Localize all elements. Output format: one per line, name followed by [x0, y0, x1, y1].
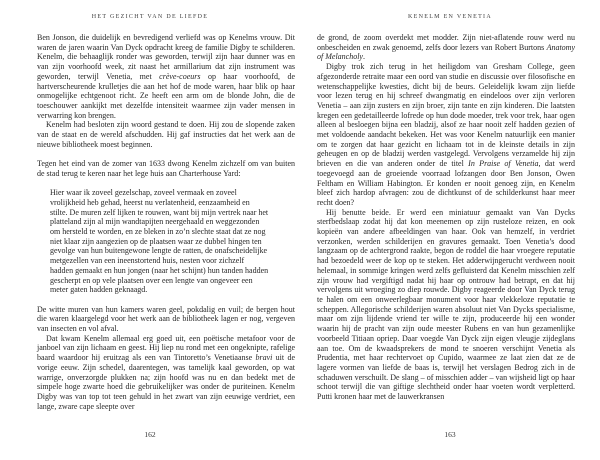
paragraph: [37, 33, 295, 120]
paragraph: [37, 120, 295, 149]
text-run: Kenelm had besloten zijn woord gestand te doen. Hij zou de slopende zaken van de staat en de wereld afschudden. Hij gaf instructies dat het werk aan de nieuwe bibliotheek moest beginnen.: [37, 120, 295, 149]
italic-text-run: In Praise of Venetia: [468, 159, 539, 169]
text-run: Hier waar ik zoveel gezelschap, zoveel vermaak en zoveel vrolijkheid heb gehad, heerst nu verlatenheid, eenzaamheid en stilte. De muren zelf lijken te rouwen, want bij mijn vertrek naar het platteland zijn al mijn wandtapijten neergehaald en weggezonden om hersteld te worden, en ze bleken in zo’n slechte staat dat ze nog niet klaar zijn aangezien op de plaatsen waar ze dubbel hingen ten gevolge van hun buitengewone lengte de ratten, de onafscheidelijke metgezellen van een ineenstortend huis, nesten voor zichzelf hadden gemaakt en hun jongen (naar het schijnt) hun tanden hadden gescherpt en op vele plaatsen over een lengte van ongeveer een meter gaten hadden geknaagd.: [50, 188, 269, 295]
paragraph: [317, 62, 575, 208]
paragraph: [37, 159, 295, 178]
text-run: de grond, de zoom overdekt met modder. Zijn niet-aflatende rouw werd nu onbescheiden en zwak genoemd, zelfs door lezers van Robert Burtons: [317, 33, 575, 52]
right-page-body: [317, 33, 575, 402]
text-run: Dat kwam Kenelm allemaal erg goed uit, een poëtische metafoor voor de janboel van zijn lichaam en geest. Hij liep nu rond met een ongeknipte, rafelige baard waardoor hij eruitzag als een van Tintoretto’s Venetiaanse: [37, 333, 295, 363]
text-run: Digby trok zich terug in het heiligdom van Gresham College, geen afgezonderde retraite maar een oord van studie en discussie over filosofische en wetenschappelijke kwesties, dicht bij de beurs. Geleidelijk kwam zijn liefde voor lezen terug en hij schreef dwangmatig en eindeloos over zijn verloren Venetia – aan zijn zusters en zijn broer, zijn tante en zijn kinderen. Die laatsten kregen een gedetailleerde lofrede op hun dode moeder, trek voor trek, haar ogen alleen al besloegen bijna een bladzij, alsof ze haar nooit zelf hadden gezien of met voldoende aandacht bekeken. Het was voor Kenelm natuurlijk een manier om te zorgen dat haar gezicht en lichaam tot in de kleinste details in zijn geheugen en op de bladzij werden vastgelegd. Vervolgens verzamelde hij zijn brieven en die van anderen onder de titel: [317, 62, 575, 169]
italic-text-run: crève-coeurs: [159, 71, 201, 81]
block-quote: [50, 188, 269, 295]
text-run: uit de vorige eeuw. Zijn schedel, daarentegen, was tamelijk kaal geworden, op wat warrige, onverzorgde plukken na; zijn hoofd was nu en dan bedekt met de simpele hoge zwarte hoed die gebruikelijker was onder de puriteinen. Kenelm Digby was van top tot teen gehuld in het zwart van zijn eeuwige verdriet, een lange, zware cape sleepte over: [37, 353, 295, 411]
running-header-left: HET GEZICHT VAN DE LIEFDE: [91, 14, 209, 20]
paragraph: [317, 33, 575, 62]
running-header-right: KENELM EN VENETIA: [408, 14, 492, 20]
right-page: [300, 0, 600, 460]
page-number-right: 163: [444, 430, 456, 439]
left-page-body: [37, 33, 295, 411]
text-run: , dat werd toegevoegd aan de groeiende voorraad lofzangen door Ben Jonson, Owen Feltham en William Habington. Er konden er nooit genoeg zijn, en Kenelm bleef zich hardop afvragen: zou de dichtkunst of de schilderkunst haar meer recht doen?: [317, 159, 576, 207]
page-number-left: 162: [144, 430, 156, 439]
text-run: Ben Jonson, die duidelijk en bevredigend verliefd was op Kenelms vrouw. Dit waren de jaren waarin Van Dyck opdracht kreeg de familie Digby te schilderen. Kenelm, die behaaglijk ronder was geworden, terwijl zijn haar dunner was en van zijn voorhoofd week, zit naast het armillarium dat zijn instrument was geworden, terwijl Venetia, met: [37, 33, 295, 81]
text-run: op haar voorhoofd, de hartverscheurende krulletjes die aan het hof de mode waren, haar blik op haar onmogelijke echtgenoot richt. Ze heeft een arm om de blonde John, die de toeschouwer aankijkt met dezelfde intensiteit waarmee zijn vader mensen in verwarring kon brengen.: [37, 71, 295, 120]
text-run: De witte muren van hun kamers waren geel, pokdalig en vuil; de bergen hout die waren klaargelegd voor het werk aan de bibliotheek lagen er nog, vergeven van insecten en vol afval.: [37, 304, 295, 334]
text-run: Hij benutte beide. Er werd een miniatuur gemaakt van Van Dycks sterfbedslaap zodat hij dat kon meenemen op zijn rusteloze reizen, en ook kopieën van andere afbeeldingen van haar. Ook van hemzelf, in verdriet verzonken, werden schilderijen en gravures gemaakt. Toen Venetia’s dood langzaam op de achtergrond raakte, begon de roddel die haar vroegere reputatie had bezoedeld weer de kop op te steken. Het adderwijngerucht verdween nooit helemaal, in sommige kringen werd zelfs gefluisterd dat Kenelm misschien zelf zijn vrouw had vergiftigd nadat hij haar op ontrouw had betrapt, en dat hij vervolgens uit wroeging zo diep rouwde. Digby reageerde door Van Dyck terug te halen om een onweerlegbaar monument voor haar vlekkeloze reputatie te scheppen. Allegorische schilderijen waren absoluut niet Van Dycks specialisme, maar om zijn lijdende vriend ter wille te zijn, produceerde hij een wonder waarin hij de pracht van zijn oude meester Rubens en van hun gezamenlijke voorbeeld Titiaan opriep. Daar voegde Van Dyck zijn eigen vleugje zijdeglans aan toe. Om de kwaadsprekers de mond te snoeren verschijnt Venetia als Prudentia, met haar rechtervoet op Cupido, waarmee ze laat zien dat ze de lagere vormen van liefde de baas is, terwijl het verslagen Bedrog zich in de schaduwen verschuilt. De slang – of misschien adder – van wijsheid ligt op haar schoot terwijl die van giftige slechtheid onder haar voeten wordt verpletterd. Putti kronen haar met de lauwerkransen: [317, 207, 575, 402]
italic-text-run: bravi: [255, 353, 273, 363]
paragraph: [37, 305, 295, 334]
text-run: Tegen het eind van de zomer van 1633 dwong Kenelm zichzelf om van buiten de stad terug te keren naar het lege huis aan Charterhouse Yard:: [37, 159, 295, 178]
paragraph: [37, 334, 295, 412]
paragraph: [317, 208, 575, 402]
italic-text-run: Anatomy of Melancholy: [317, 42, 575, 62]
text-run: .: [362, 52, 365, 62]
